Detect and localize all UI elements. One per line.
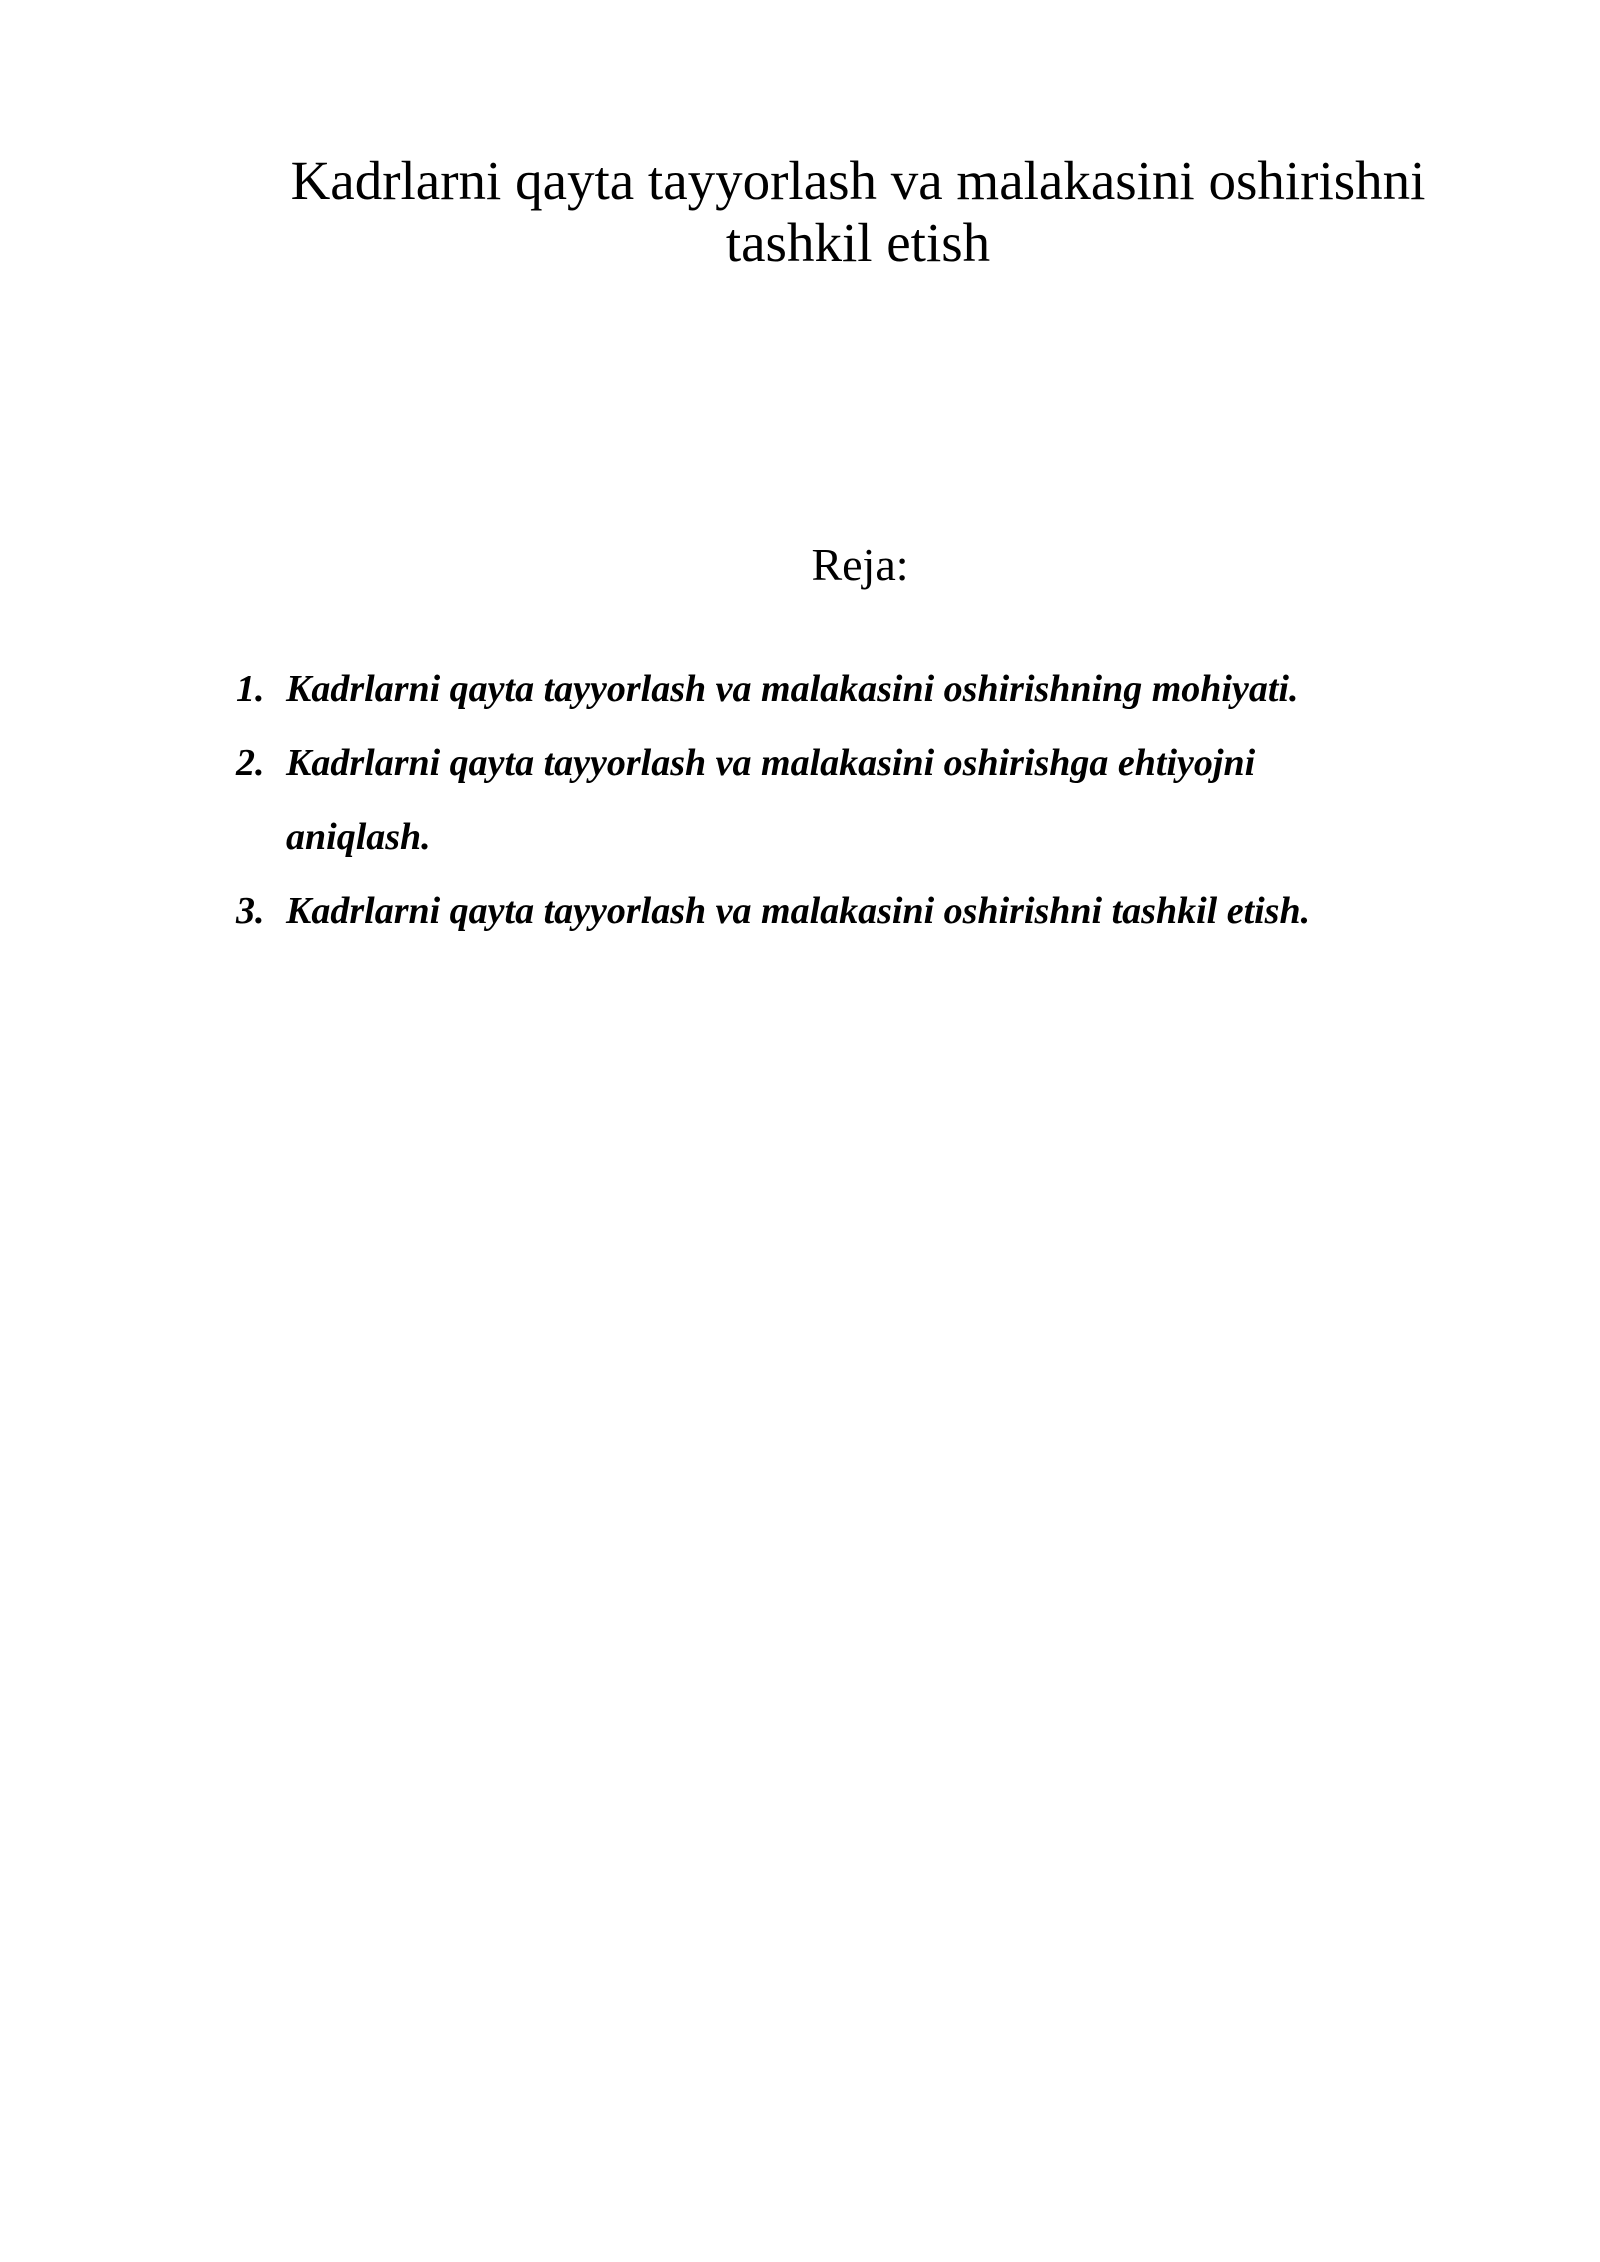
plan-item-text: Kadrlarni qayta tayyorlash va malakasini oshirishning mohiyati. xyxy=(286,668,1299,710)
plan-item-3 xyxy=(236,874,1476,948)
document-title xyxy=(0,150,1600,274)
plan-item-1 xyxy=(236,652,1476,726)
plan-item-2 xyxy=(236,726,1476,874)
title-line-2: tashkil etish xyxy=(725,212,991,273)
plan-item-text-continued: aniqlash. xyxy=(286,816,431,858)
plan-heading: Reja: xyxy=(811,539,909,590)
plan-item-number: 1. xyxy=(236,668,265,710)
plan-item-number: 2. xyxy=(236,742,265,784)
plan-item-number: 3. xyxy=(236,890,265,932)
plan-item-text: Kadrlarni qayta tayyorlash va malakasini oshirishga ehtiyojni xyxy=(286,742,1256,784)
plan-list xyxy=(236,652,1476,948)
plan-item-text: Kadrlarni qayta tayyorlash va malakasini oshirishni tashkil etish. xyxy=(286,890,1311,932)
title-line-1: Kadrlarni qayta tayyorlash va malakasini oshirishni xyxy=(290,150,1426,211)
